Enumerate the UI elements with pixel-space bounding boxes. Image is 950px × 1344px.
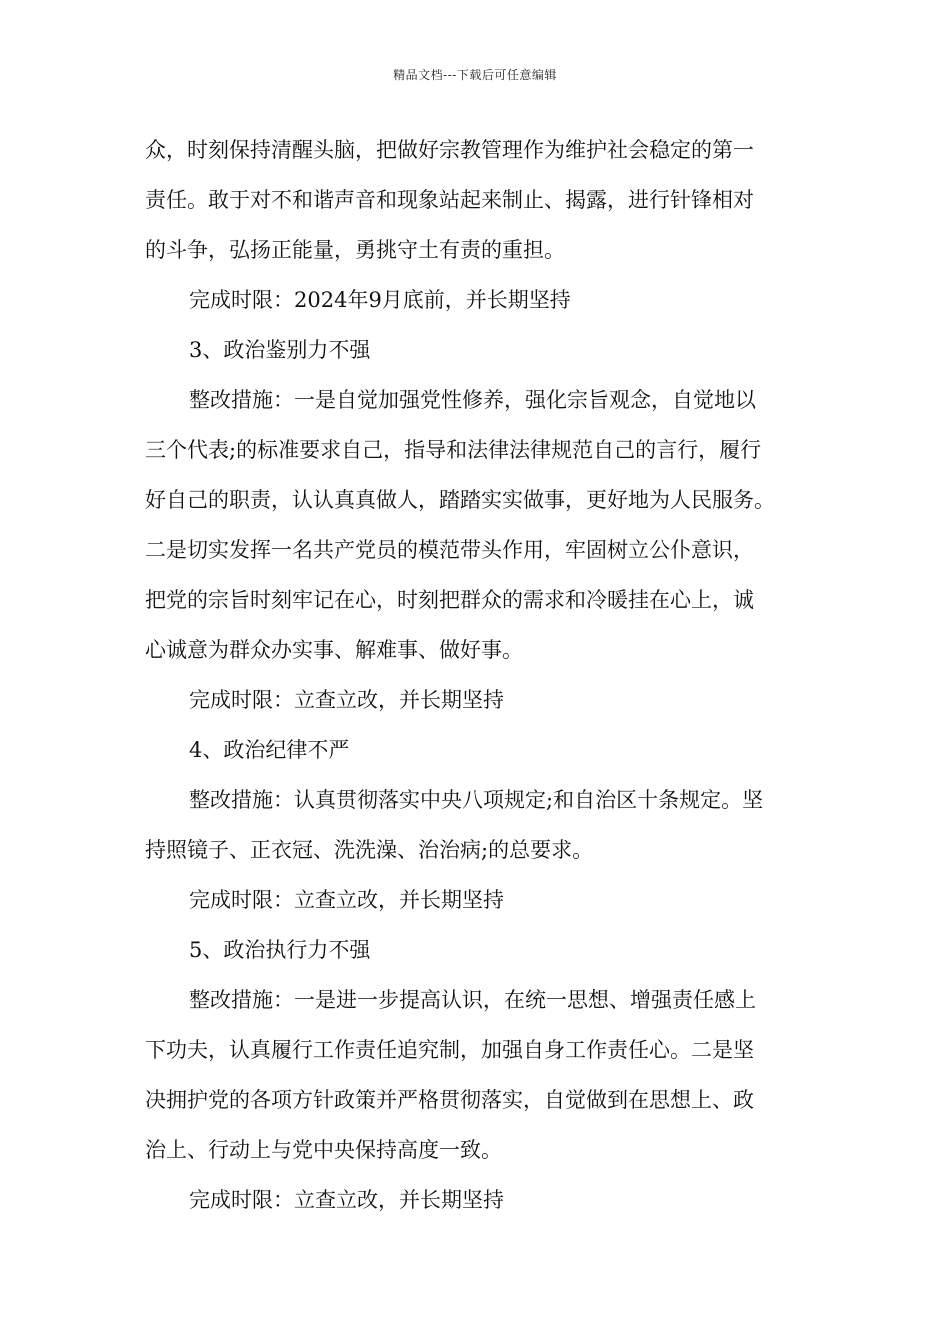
text-line: 责任。敢于对不和谐声音和现象站起来制止、揭露，进行针锋相对: [145, 188, 754, 212]
text-line: 好自己的职责，认认真真做人，踏踏实实做事，更好地为人民服务。: [145, 488, 775, 512]
deadline-line: 完成时限：立查立改，并长期坚持: [189, 888, 504, 912]
section-heading: 3、政治鉴别力不强: [189, 338, 371, 362]
text-line: 整改措施：一是自觉加强党性修养，强化宗旨观念，自觉地以: [189, 388, 756, 412]
text-line: 决拥护党的各项方针政策并严格贯彻落实，自觉做到在思想上、政: [145, 1088, 754, 1112]
deadline-line: 完成时限：立查立改，并长期坚持: [189, 688, 504, 712]
document-body: [145, 125, 825, 1225]
text-line: 整改措施：认真贯彻落实中央八项规定;和自治区十条规定。坚: [189, 788, 764, 812]
text-line: 下功夫，认真履行工作责任追究制，加强自身工作责任心。二是坚: [145, 1038, 754, 1062]
text-line: 心诚意为群众办实事、解难事、做好事。: [145, 638, 523, 662]
deadline-line: 完成时限：2024年9月底前，并长期坚持: [189, 288, 571, 312]
text-line: 整改措施：一是进一步提高认识，在统一思想、增强责任感上: [189, 988, 756, 1012]
text-line: 众，时刻保持清醒头脑，把做好宗教管理作为维护社会稳定的第一: [145, 138, 754, 162]
text-line: 三个代表;的标准要求自己，指导和法律法律规范自己的言行，履行: [145, 438, 762, 462]
text-line: 把党的宗旨时刻牢记在心，时刻把群众的需求和冷暖挂在心上，诚: [145, 588, 754, 612]
deadline-line: 完成时限：立查立改，并长期坚持: [189, 1188, 504, 1212]
page-header: 精品文档---下载后可任意编辑: [393, 68, 557, 82]
text-line: 的斗争，弘扬正能量，勇挑守土有责的重担。: [145, 238, 565, 262]
section-heading: 4、政治纪律不严: [189, 738, 350, 762]
text-line: 持照镜子、正衣冠、洗洗澡、治治病;的总要求。: [145, 838, 594, 862]
text-line: 二是切实发挥一名共产党员的模范带头作用，牢固树立公仆意识，: [145, 538, 754, 562]
text-line: 治上、行动上与党中央保持高度一致。: [145, 1138, 502, 1162]
section-heading: 5、政治执行力不强: [189, 938, 371, 962]
